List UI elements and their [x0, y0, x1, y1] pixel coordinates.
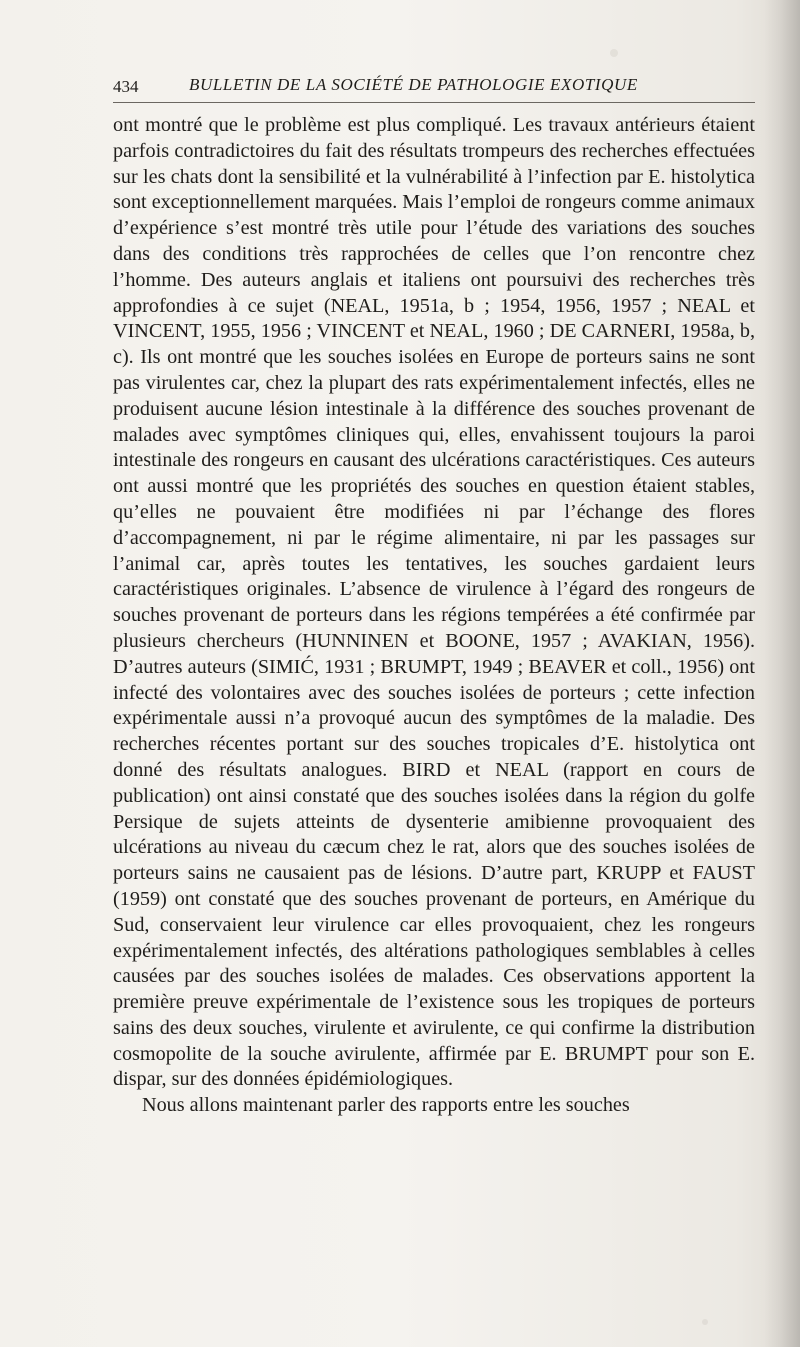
journal-title: BULLETIN DE LA SOCIÉTÉ DE PATHOLOGIE EXOTIQUE [189, 75, 638, 94]
running-header [113, 74, 755, 103]
page-number: 434 [113, 77, 139, 96]
article-body [113, 113, 755, 1119]
page-edge-shadow [764, 0, 800, 1347]
body-paragraph-continuation: Nous allons maintenant parler des rapports entre les souches [142, 1094, 630, 1117]
body-paragraph-main: ont montré que le problème est plus compliqué. Les travaux antérieurs étaient parfois contradictoires du fait des résultats trompeurs des recherches effectuées sur les chats dont la sensibilité et la vulnérabilité à l’infection par E. histolytica sont exceptionnellement marquées. Mais l’emploi de rongeurs comme animaux d’expérience s’est montré très utile pour l’étude des variations des souches dans des conditions très rapprochées de celles que l’on rencontre chez l’homme. Des auteurs anglais et italiens ont poursuivi des recherches très approfondies à ce sujet (NEAL, 1951a, b ; 1954, 1956, 1957 ; NEAL et VINCENT, 1955, 1956 ; VINCENT et NEAL, 1960 ; DE CARNERI, 1958a, b, c). Ils ont montré que les souches isolées en Europe de porteurs sains ne sont pas virulentes car, chez la plupart des rats expérimentalement infectés, elles ne produisent aucune lésion intestinale à la différence des souches provenant de malades avec symptômes cliniques qui, elles, envahissent toujours la paroi intestinale des rongeurs en causant des ulcérations caractéristiques. Ces auteurs ont aussi montré que les propriétés des souches en question étaient stables, qu’elles ne pouvaient être modifiées ni par l’échange des flores d’accompagnement, ni par le régime alimentaire, ni par les passages sur l’animal car, après toutes les tentatives, les souches gardaient leurs caractéristiques originales. L’absence de virulence à l’égard des rongeurs de souches provenant de porteurs dans les régions tempérées a été confirmée par plusieurs chercheurs (HUNNINEN et BOONE, 1957 ; AVAKIAN, 1956). D’autres auteurs (SIMIĆ, 1931 ; BRUMPT, 1949 ; BEAVER et coll., 1956) ont infecté des volontaires avec des souches isolées de porteurs ; cette infection expérimentale aussi n’a provoqué aucun des symptômes de la maladie. Des recherches récentes portant sur des souches tropicales d’E. histolytica ont donné des résultats analogues. BIRD et NEAL (rapport en cours de publication) ont ainsi constaté que des souches isolées dans la région du golfe Persique de sujets atteints de dysenterie amibienne provoquaient des ulcérations au niveau du cæcum chez le rat, alors que des souches isolées de porteurs sains ne causaient pas de lésions. D’autre part, KRUPP et FAUST (1959) ont constaté que des souches provenant de porteurs, en Amérique du Sud, conservaient leur virulence car elles provoquaient, chez les rongeurs expérimentalement infectés, des altérations pathologiques semblables à celles causées par des souches isolées de malades. Ces observations apportent la première preuve expérimentale de l’existence sous les tropiques de porteurs sains des deux souches, virulente et avirulente, ce qui confirme la distribution cosmopolite de la souche avirulente, affirmée par E. BRUMPT pour son E. dispar, sur des données épidémiologiques. [113, 114, 755, 1091]
